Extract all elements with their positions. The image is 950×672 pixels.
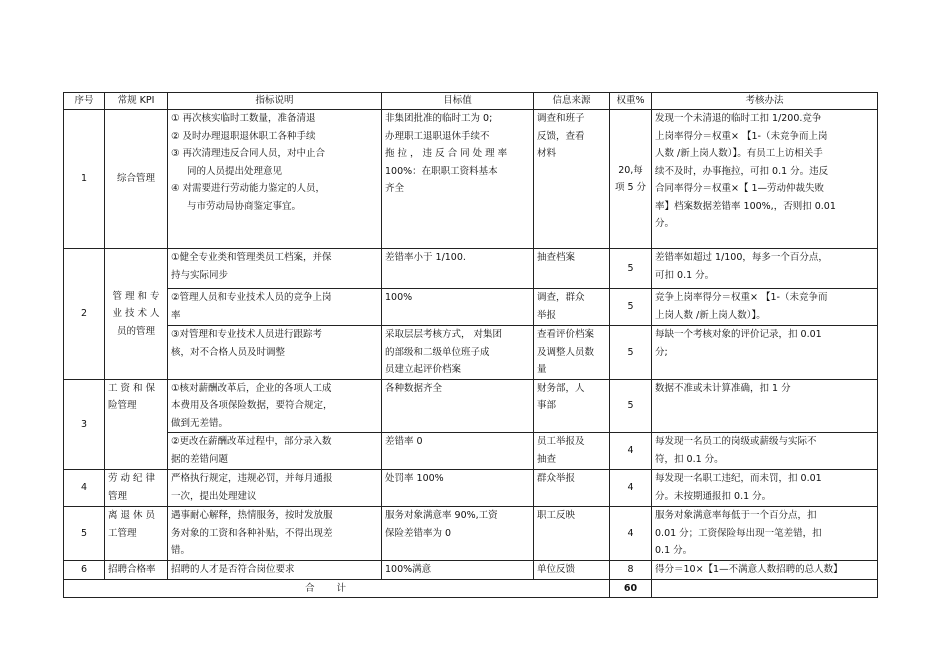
text-line: 调查和班子 — [537, 113, 585, 124]
row-number: 1 — [64, 110, 105, 249]
text-line: 同的人员提出处理意见 — [187, 165, 283, 177]
weight: 4 — [610, 507, 652, 561]
info-source: 单位反馈 — [534, 561, 610, 580]
weight — [610, 110, 652, 249]
total-row — [64, 579, 878, 598]
text-line: 服务对象满意率每低于一个百分点，扣 — [655, 510, 817, 521]
row-number: 2 — [64, 249, 105, 380]
assessment-method — [652, 249, 878, 289]
kpi-name: 招聘合格率 — [105, 561, 168, 580]
header-cell: 指标说明 — [168, 93, 382, 110]
text-line: 拖 拉 ， 违 反 合 同 处 理 率 — [385, 148, 508, 159]
header-cell: 序号 — [64, 93, 105, 110]
target-value — [382, 470, 534, 507]
kpi-name — [105, 249, 168, 380]
text-line: 查看评价档案 — [537, 329, 595, 340]
text-line: ②更改在薪酬改革过程中，部分录入数 — [171, 436, 332, 447]
text-line: 上岗人数 /新上岗人数）】。 — [655, 309, 766, 321]
text-line: 严格执行规定，违规必罚，并每月通报 — [171, 473, 333, 484]
assessment-method — [652, 470, 878, 507]
text-line: 100%：在职职工资料基本 — [385, 165, 498, 177]
text-line: ④ 对需要进行劳动能力鉴定的人员， — [171, 183, 326, 194]
text-line: 工 资 和 保 — [108, 382, 156, 394]
weight: 5 — [610, 326, 652, 380]
text-line: 反馈，查看 — [537, 130, 585, 142]
row-number: 4 — [64, 470, 105, 507]
target-value — [382, 507, 534, 561]
assessment-method: 得分＝10×【1—不满意人数招聘的总人数】 — [652, 561, 878, 580]
text-line: 员的管理 — [116, 325, 155, 337]
text-line: ③ 再次清理违反合同人员，对中止合 — [171, 148, 326, 159]
text-line: 及调整人员数 — [537, 346, 595, 358]
text-line: 险管理 — [108, 400, 137, 411]
text-line: 持与实际同步 — [171, 269, 229, 281]
text-line: 财务部，人 — [537, 382, 585, 394]
target-value — [382, 433, 534, 470]
table-row — [64, 379, 878, 433]
text-line: 材料 — [537, 148, 557, 159]
text-line: 0.1 分。 — [655, 545, 693, 556]
row-number: 5 — [64, 507, 105, 561]
text-line: 抽查档案 — [537, 252, 576, 263]
target-value — [382, 110, 534, 249]
text-line: 20,每 — [618, 164, 643, 176]
text-line: 错。 — [171, 545, 191, 556]
text-line: 一次，提出处理建议 — [171, 490, 257, 502]
row-number: 6 — [64, 561, 105, 580]
text-line: 量 — [537, 364, 547, 375]
text-line: 调查，群众 — [537, 292, 585, 303]
table-row — [64, 470, 878, 507]
indicator-description: 招聘的人才是否符合岗位要求 — [168, 561, 382, 580]
text-line: 率】档案数据差错率 100%,，否则扣 0.01 — [655, 200, 836, 212]
text-line: ①核对薪酬改革后，企业的各项人工成 — [171, 382, 332, 394]
weight: 5 — [610, 379, 652, 433]
text-line: 分。未按期通报扣 0.1 分。 — [655, 490, 772, 502]
text-line: 续不及时，办事拖拉，可扣 0.1 分。违反 — [655, 165, 829, 177]
text-line: 各种数据齐全 — [385, 382, 443, 394]
text-line: 抽查 — [537, 453, 557, 465]
text-line: 符，扣 0.1 分。 — [655, 453, 724, 465]
text-line: 上岗率得分＝权重× 【1-（未竞争而上岗 — [655, 130, 828, 142]
text-line: 竞争上岗率得分＝权重× 【1-（未竞争而 — [655, 292, 828, 303]
text-line: 率 — [171, 309, 181, 321]
table-row — [64, 326, 878, 380]
text-line: 与市劳动局协商鉴定事宜。 — [187, 200, 302, 212]
kpi-name — [105, 507, 168, 561]
target-value — [382, 249, 534, 289]
target-value: 100%满意 — [382, 561, 534, 580]
info-source — [534, 470, 610, 507]
indicator-description — [168, 379, 382, 433]
text-line: 举报 — [537, 309, 557, 321]
table-row — [64, 110, 878, 249]
assessment-method — [652, 326, 878, 380]
text-line: 事部 — [537, 400, 557, 411]
total-label-cell — [64, 579, 610, 598]
indicator-description — [168, 433, 382, 470]
table-row — [64, 561, 878, 580]
row-number: 3 — [64, 379, 105, 470]
text-line: ②管理人员和专业技术人员的竞争上岗 — [171, 292, 332, 303]
text-line: 工管理 — [108, 527, 137, 539]
text-line: 务对象的工资和各种补贴，不得出现差 — [171, 527, 333, 539]
weight: 4 — [610, 470, 652, 507]
text-line: 分。 — [655, 218, 675, 229]
text-line: 差错率如超过 1/100，每多一个百分点， — [655, 252, 828, 263]
text-line: 每发现一名职工违纪，而未罚，扣 0.01 — [655, 473, 822, 484]
kpi-name: 综合管理 — [105, 110, 168, 249]
info-source — [534, 379, 610, 433]
info-source — [534, 433, 610, 470]
weight: 4 — [610, 433, 652, 470]
text-line: 非集团批准的临时工为 0; — [385, 113, 493, 124]
target-value — [382, 379, 534, 433]
assessment-method — [652, 289, 878, 326]
text-line: 办理职工退职退休手续不 — [385, 130, 490, 142]
target-value — [382, 326, 534, 380]
indicator-description — [168, 110, 382, 249]
text-line: ② 及时办理退职退休职工各种手续 — [171, 130, 316, 142]
text-line: 100% — [385, 292, 413, 303]
indicator-description — [168, 289, 382, 326]
kpi-name — [105, 379, 168, 470]
assessment-method — [652, 433, 878, 470]
text-line: 数据不准或未计算准确，扣 1 分 — [655, 382, 791, 394]
info-source — [534, 110, 610, 249]
target-value — [382, 289, 534, 326]
header-cell: 权重% — [610, 93, 652, 110]
total-label: 合计 — [304, 582, 368, 594]
text-line: 每发现一名员工的岗级或薪级与实际不 — [655, 436, 817, 447]
text-line: ① 再次核实临时工数量，准备清退 — [171, 113, 316, 124]
text-line: 差错率小于 1/100. — [385, 252, 466, 263]
text-line: 处罚率 100% — [385, 473, 444, 484]
text-line: 据的差错问题 — [171, 453, 229, 465]
text-line: 核，对不合格人员及时调整 — [171, 346, 286, 358]
text-line: 0.01 分；工资保险每出现一笔差错，扣 — [655, 527, 822, 539]
text-line: 做到无差错。 — [171, 417, 229, 429]
table-row — [64, 249, 878, 289]
table-row — [64, 433, 878, 470]
text-line: 服务对象满意率 90%,工资 — [385, 510, 498, 521]
header-cell: 考核办法 — [652, 93, 878, 110]
header-cell: 常规 KPI — [105, 93, 168, 110]
weight: 8 — [610, 561, 652, 580]
info-source — [534, 289, 610, 326]
text-line: 每缺一个考核对象的评价记录，扣 0.01 — [655, 329, 822, 340]
text-line: 项 5 分 — [614, 182, 647, 193]
weight: 5 — [610, 289, 652, 326]
text-line: 可扣 0.1 分。 — [655, 269, 715, 281]
table-row — [64, 289, 878, 326]
text-line: 分; — [655, 346, 668, 358]
text-line: 员工举报及 — [537, 436, 585, 447]
text-line: 职工反映 — [537, 510, 576, 521]
text-line: 齐全 — [385, 183, 405, 194]
info-source — [534, 507, 610, 561]
text-line: 保险差错率为 0 — [385, 527, 452, 539]
text-line: 采取层层考核方式， 对集团 — [385, 329, 503, 340]
text-line: 合同率得分＝权重×【 1—劳动仲裁失败 — [655, 183, 825, 194]
table-row — [64, 507, 878, 561]
indicator-description — [168, 507, 382, 561]
header-cell: 信息来源 — [534, 93, 610, 110]
text-line: 的部级和二级单位班子成 — [385, 346, 490, 358]
text-line: 离 退 休 员 — [108, 510, 156, 521]
assessment-method — [652, 110, 878, 249]
text-line: ①健全专业类和管理类员工档案，并保 — [171, 252, 332, 263]
header-row — [64, 93, 878, 110]
info-source — [534, 326, 610, 380]
text-line: 群众举报 — [537, 473, 576, 484]
text-line: 遇事耐心解释，热情服务，按时发放服 — [171, 510, 333, 521]
text-line: ③对管理和专业技术人员进行跟踪考 — [171, 329, 323, 340]
text-line: 本费用及各项保险数据，要符合规定， — [171, 400, 333, 411]
indicator-description — [168, 249, 382, 289]
assessment-method — [652, 507, 878, 561]
indicator-description — [168, 326, 382, 380]
text-line: 差错率 0 — [385, 436, 423, 447]
text-line: 业 技 术 人 — [112, 308, 160, 319]
indicator-description — [168, 470, 382, 507]
kpi-table — [63, 92, 878, 598]
text-line: 管理 — [108, 490, 128, 502]
assessment-method — [652, 379, 878, 433]
total-empty-cell — [652, 579, 878, 598]
text-line: 管 理 和 专 — [112, 290, 160, 302]
text-line: 员建立起评价档案 — [385, 364, 462, 375]
kpi-name — [105, 470, 168, 507]
header-cell: 目标值 — [382, 93, 534, 110]
text-line: 劳 动 纪 律 — [108, 473, 156, 484]
text-line: 人数 /新上岗人数）】。有员工上访相关手 — [655, 148, 823, 159]
total-weight: 60 — [610, 579, 652, 598]
info-source — [534, 249, 610, 289]
weight: 5 — [610, 249, 652, 289]
text-line: 发现一个未清退的临时工扣 1/200.竞争 — [655, 113, 822, 124]
